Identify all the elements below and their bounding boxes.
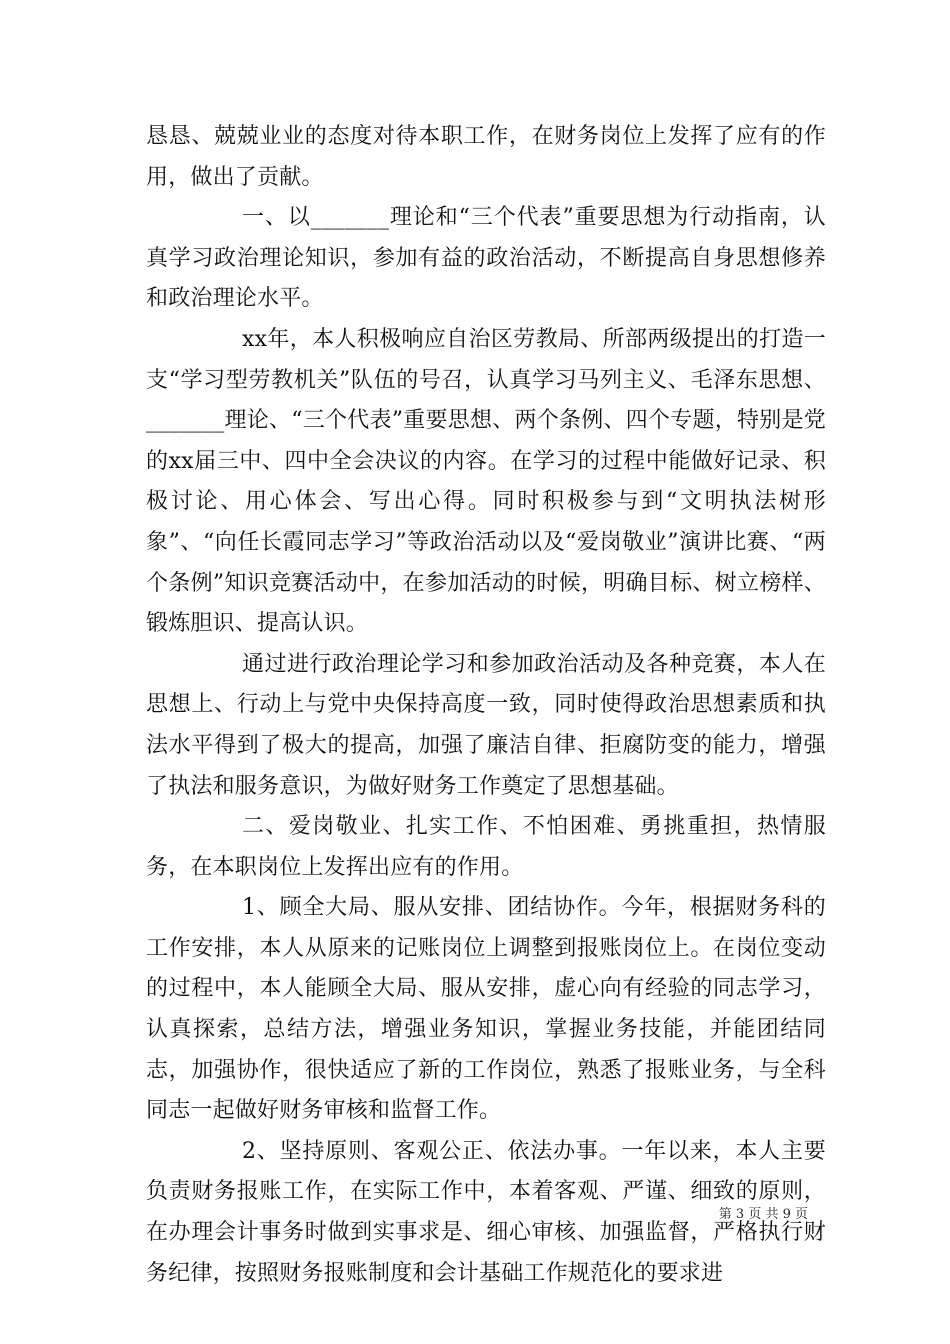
page-number-footer: 第 3 页 共 9 页 bbox=[718, 1207, 808, 1222]
paragraph-study-results: 通过进行政治理论学习和参加政治活动及各种竞赛，本人在思想上、行动上与党中央保持高度一致，同时使得政治思想素质和执法水平得到了极大的提高，加强了廉洁自律、拒腐防变的能力，增强了执法和服务意识，为做好财务工作奠定了思想基础。 bbox=[146, 651, 826, 799]
paragraph-item-two: 2、坚持原则、客观公正、依法办事。一年以来，本人主要负责财务报账工作，在实际工作中，本着客观、严谨、细致的原则，在办理会计事务时做到实事求是、细心审核、加强监督，严格执行财务纪律，按照财务报账制度和会计基础工作规范化的要求进 bbox=[146, 1138, 826, 1286]
paragraph-section-one-heading: 一、以_______理论和“三个代表”重要思想为行动指南，认真学习政治理论知识，参加有益的政治活动，不断提高自身思想修养和政治理论水平。 bbox=[146, 205, 826, 312]
document-body bbox=[146, 117, 826, 1294]
paragraph-study-activities: xx年，本人积极响应自治区劳教局、所部两级提出的打造一支“学习型劳教机关”队伍的号召，认真学习马列主义、毛泽东思想、_______理论、“三个代表”重要思想、两个条例、四个专题，特别是党的xx届三中、四中全会决议的内容。在学习的过程中能做好记录、积极讨论、用心体会、写出心得。同时积极参与到“文明执法树形象”、“向任长霞同志学习”等政治活动以及“爱岗敬业”演讲比赛、“两个条例”知识竞赛活动中，在参加活动的时候，明确目标、树立榜样、锻炼胆识、提高认识。 bbox=[146, 326, 826, 637]
paragraph-continuation: 恳恳、兢兢业业的态度对待本职工作，在财务岗位上发挥了应有的作用，做出了贡献。 bbox=[146, 124, 826, 190]
paragraph-section-two-heading: 二、爱岗敬业、扎实工作、不怕困难、勇挑重担，热情服务，在本职岗位上发挥出应有的作用。 bbox=[146, 814, 826, 880]
paragraph-item-one: 1、顾全大局、服从安排、团结协作。今年，根据财务科的工作安排，本人从原来的记账岗位上调整到报账岗位上。在岗位变动的过程中，本人能顾全大局、服从安排，虚心向有经验的同志学习，认真探索，总结方法，增强业务知识，掌握业务技能，并能团结同志，加强协作，很快适应了新的工作岗位，熟悉了报账业务，与全科同志一起做好财务审核和监督工作。 bbox=[146, 895, 826, 1124]
